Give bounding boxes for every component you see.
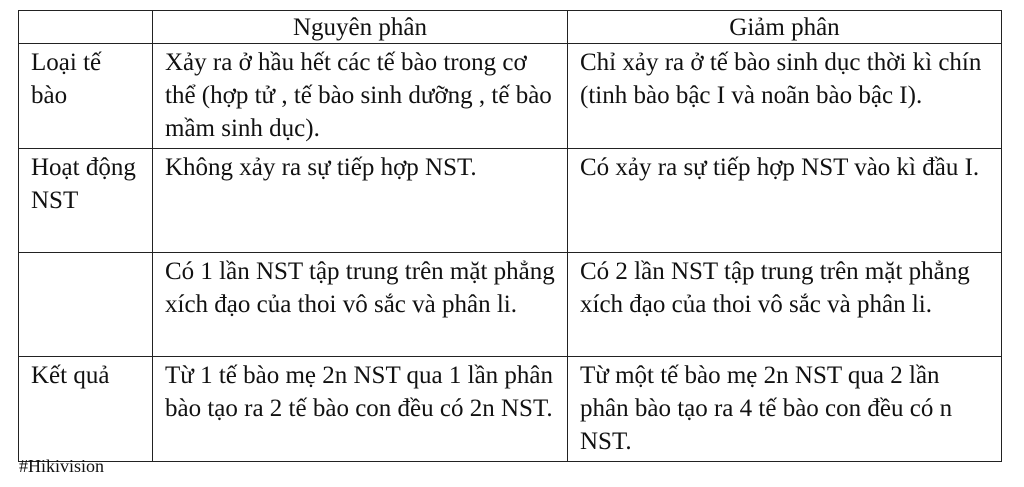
- watermark-tag: #Hikivision: [19, 456, 105, 476]
- meiosis-cell: Có xảy ra sự tiếp hợp NST vào kì đầu I.: [568, 149, 1002, 253]
- comparison-table: [18, 10, 1002, 462]
- meiosis-cell: Chỉ xảy ra ở tế bào sinh dục thời kì chín (tinh bào bậc I và noãn bào bậc I).: [568, 44, 1002, 149]
- meiosis-cell: Có 2 lần NST tập trung trên mặt phẳng xích đạo của thoi vô sắc và phân li.: [568, 253, 1002, 357]
- table-row: [19, 44, 1002, 149]
- document: [18, 10, 1001, 462]
- header-mitosis: Nguyên phân: [153, 11, 568, 44]
- row-label: [19, 253, 153, 357]
- mitosis-cell: Không xảy ra sự tiếp hợp NST.: [153, 149, 568, 253]
- row-label: Kết quả: [19, 357, 153, 462]
- row-label: Hoạt động NST: [19, 149, 153, 253]
- meiosis-cell: Từ một tế bào mẹ 2n NST qua 2 lần phân bào tạo ra 4 tế bào con đều có n NST.: [568, 357, 1002, 462]
- table-row: [19, 253, 1002, 357]
- header-meiosis: Giảm phân: [568, 11, 1002, 44]
- table-row: [19, 149, 1002, 253]
- mitosis-cell: Từ 1 tế bào mẹ 2n NST qua 1 lần phân bào tạo ra 2 tế bào con đều có 2n NST.: [153, 357, 568, 462]
- table-header-row: [19, 11, 1002, 44]
- table-row: [19, 357, 1002, 462]
- header-cell-empty: [19, 11, 153, 44]
- mitosis-cell: Có 1 lần NST tập trung trên mặt phẳng xích đạo của thoi vô sắc và phân li.: [153, 253, 568, 357]
- mitosis-cell: Xảy ra ở hầu hết các tế bào trong cơ thể (hợp tử , tế bào sinh dưỡng , tế bào mầm sinh dục).: [153, 44, 568, 149]
- row-label: Loại tế bào: [19, 44, 153, 149]
